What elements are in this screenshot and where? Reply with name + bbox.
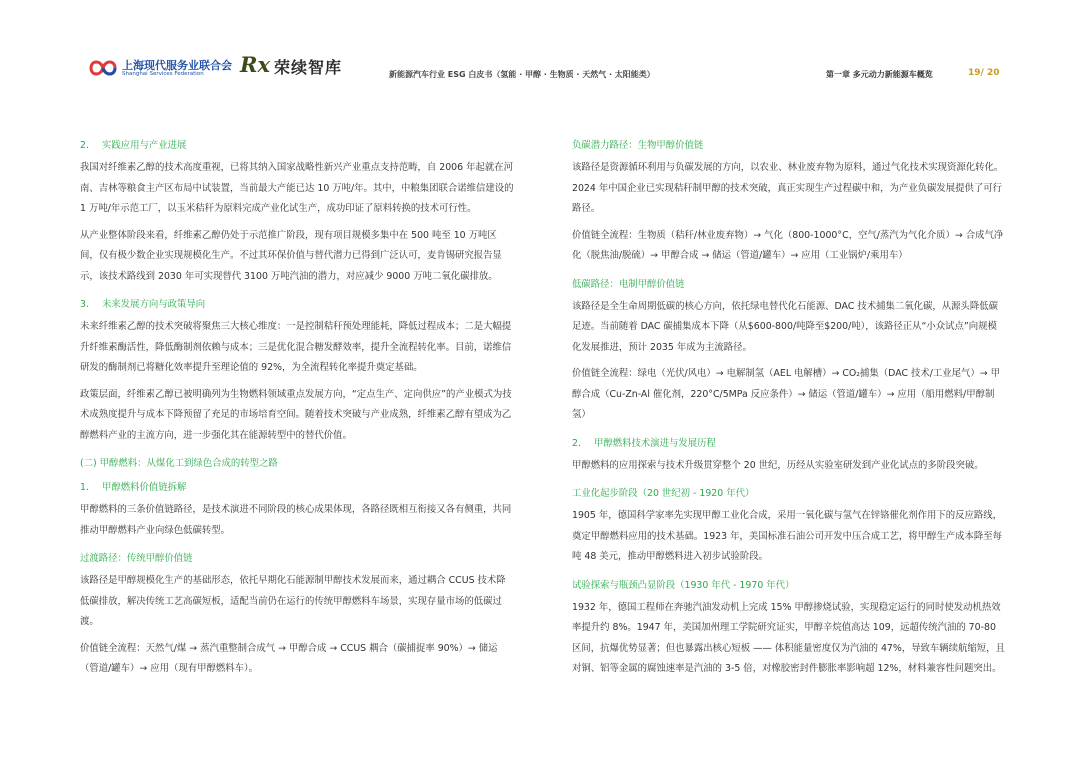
paragraph: 1905 年，德国科学家率先实现甲醇工业化合成，采用一氧化碳与氢气在锌铬催化剂作用下的反应路线，奠定甲醇燃料应用的技术基础。1923 年，美国标准石油公司开发中压合成工艺，将甲醇生产成本降至每吨 48 美元，推动甲醇燃料进入初步试验阶段。	[572, 510, 1002, 562]
section-heading	[80, 476, 514, 500]
left-column	[80, 134, 514, 686]
federation-logo-icon	[88, 55, 118, 81]
brand-logo	[240, 52, 360, 82]
paragraph: 该路径是全生命周期低碳的核心方向，依托绿电替代化石能源、DAC 技术捕集二氧化碳，从源头降低碳足迹。当前随着 DAC 碳捕集成本下降（从$600-800/吨降至$200/吨），该路径正从“小众试点”向规模化发展推进，预计 2035 年成为主流路径。	[572, 300, 998, 353]
paragraph: 该路径是资源循环利用与负碳发展的方向，以农业、林业废弃物为原料，通过气化技术实现资源化转化。2024 年中国企业已实现秸秆制甲醇的技术突破，真正实现生产过程碳中和，为产业负碳发展提供了可行路径。	[572, 162, 1004, 214]
heading-text: 实践应用与产业进展	[102, 140, 187, 151]
brand-name: 荣续智库	[274, 58, 343, 77]
paragraph: 价值链全流程：生物质（秸秆/林业废弃物）→ 气化（800-1000°C，空气/蒸汽为气化介质）→ 合成气净化（脱焦油/脱硫）→ 甲醇合成 → 储运（管道/罐车）→ 应用（工业锅炉/乘用车）	[572, 229, 1004, 261]
right-column	[572, 134, 1006, 686]
heading-number: 1.	[80, 482, 89, 493]
document-title: 新能源汽车行业 ESG 白皮书（氢能 · 甲醇 · 生物质 · 天然气 · 太阳能类）	[389, 70, 655, 79]
chapter-title: 第一章 多元动力新能源车概览	[826, 70, 933, 79]
subsection-heading: 工业化起步阶段（20 世纪初 - 1920 年代）	[572, 488, 755, 499]
paragraph: 甲醇燃料的三条价值链路径，是技术演进不同阶段的核心成果体现，各路径既相互衔接又各有侧重，共同推动甲醇燃料产业向绿色低碳转型。	[80, 504, 512, 536]
subsection-heading: 负碳潜力路径：生物甲醇价值链	[572, 140, 704, 151]
heading-text: 未来发展方向与政策导向	[102, 299, 206, 310]
org-name-en: Shanghai Services Federation	[122, 71, 204, 77]
paragraph: 1932 年，德国工程师在奔驰汽油发动机上完成 15% 甲醇掺烧试验，实现稳定运行的同时使发动机热效率提升约 8%。1947 年，美国加州理工学院研究证实，甲醇辛烷值高达 109，远超传统汽油的 70-80 区间，抗爆优势显著；但也暴露出核心短板 —— 体积能量密度仅为汽油的 47%，导致车辆续航缩短，且对铜、铝等金属的腐蚀速率是汽油的 3-5 倍，对橡胶密封件膨胀率影响超 12%，材料兼容性问题突出。	[572, 601, 1005, 674]
paragraph: 价值链全流程：绿电（光伏/风电）→ 电解制氢（AEL 电解槽）→ CO₂捕集（DAC 技术/工业尾气）→ 甲醇合成（Cu-Zn-Al 催化剂，220°C/5MPa 反应条件）→ 储运（管道/罐车）→ 应用（船用燃料/甲醇制氢）	[572, 368, 1001, 420]
heading-number: 2.	[572, 437, 581, 449]
heading-number: 3.	[80, 299, 89, 310]
brand-mark: Rx	[240, 52, 270, 77]
paragraph: 该路径是甲醇规模化生产的基础形态，依托早期化石能源制甲醇技术发展而来，通过耦合 CCUS 技术降低碳排放，解决传统工艺高碳短板，适配当前仍在运行的传统甲醇燃料车场景，实现存量市场的低碳过渡。	[80, 575, 506, 627]
section-heading	[572, 432, 1006, 456]
heading-number: 2.	[80, 140, 89, 151]
page-number: 19/ 20	[968, 68, 1000, 78]
paragraph: 未来纤维素乙醇的技术突破将聚焦三大核心维度：一是控制秸秆预处理能耗，降低过程成本；二是大幅提升纤维素酶活性，降低酶制剂依赖与成本；三是优化混合糖发酵效率，提升全流程转化率。目前，诺维信研发的酶制剂已将糖化效率提升至理论值的 92%，为全流程转化率提升奠定基础。	[80, 321, 512, 373]
paragraph: 政策层面，纤维素乙醇已被明确列为生物燃料领域重点发展方向，“定点生产、定向供应”的产业模式为技术成熟度提升与成本下降预留了充足的市场培育空间。随着技术突破与产业成熟，纤维素乙醇有望成为乙醇燃料产业的主流方向，进一步强化其在能源转型中的替代价值。	[80, 388, 512, 441]
paragraph: 甲醇燃料的应用探索与技术升级贯穿整个 20 世纪，历经从实验室研发到产业化试点的多阶段突破。	[572, 459, 984, 471]
federation-logo	[88, 55, 232, 81]
heading-text: 甲醇燃料价值链拆解	[102, 482, 187, 493]
org-name-cn: 上海现代服务业联合会	[122, 59, 232, 72]
heading-text: 甲醇燃料技术演进与发展历程	[594, 437, 716, 449]
section-heading: (二) 甲醇燃料：从煤化工到绿色合成的转型之路	[80, 458, 278, 469]
subsection-heading: 试验探索与瓶颈凸显阶段（1930 年代 - 1970 年代）	[572, 579, 795, 591]
page-header	[0, 0, 1080, 100]
section-heading	[80, 293, 514, 317]
paragraph: 从产业整体阶段来看，纤维素乙醇仍处于示范推广阶段，现有项目规模多集中在 500 吨至 10 万吨区间，仅有极少数企业实现规模化生产。不过其环保价值与替代潜力已得到广泛认可，麦肯锡研究报告显示，该技术路线到 2030 年可实现替代 3100 万吨汽油的潜力，对应减少 9000 万吨二氧化碳排放。	[80, 229, 502, 282]
subsection-heading: 过渡路径：传统甲醇价值链	[80, 553, 193, 564]
paragraph: 价值链全流程：天然气/煤 → 蒸汽重整制合成气 → 甲醇合成 → CCUS 耦合（碳捕捉率 90%）→ 储运（管道/罐车）→ 应用（现有甲醇燃料车）。	[80, 642, 498, 674]
paragraph: 我国对纤维素乙醇的技术高度重视，已将其纳入国家战略性新兴产业重点支持范畴，自 2006 年起就在河南、吉林等粮食主产区布局中试装置，当前最大产能已达 10 万吨/年。其中，中粮集团联合诺维信建设的 1 万吨/年示范工厂，以玉米秸秆为原料完成产业化试生产，成功印证了原料转换的技术可行性。	[80, 162, 514, 214]
subsection-heading: 低碳路径：电制甲醇价值链	[572, 278, 685, 290]
section-heading	[80, 134, 514, 158]
